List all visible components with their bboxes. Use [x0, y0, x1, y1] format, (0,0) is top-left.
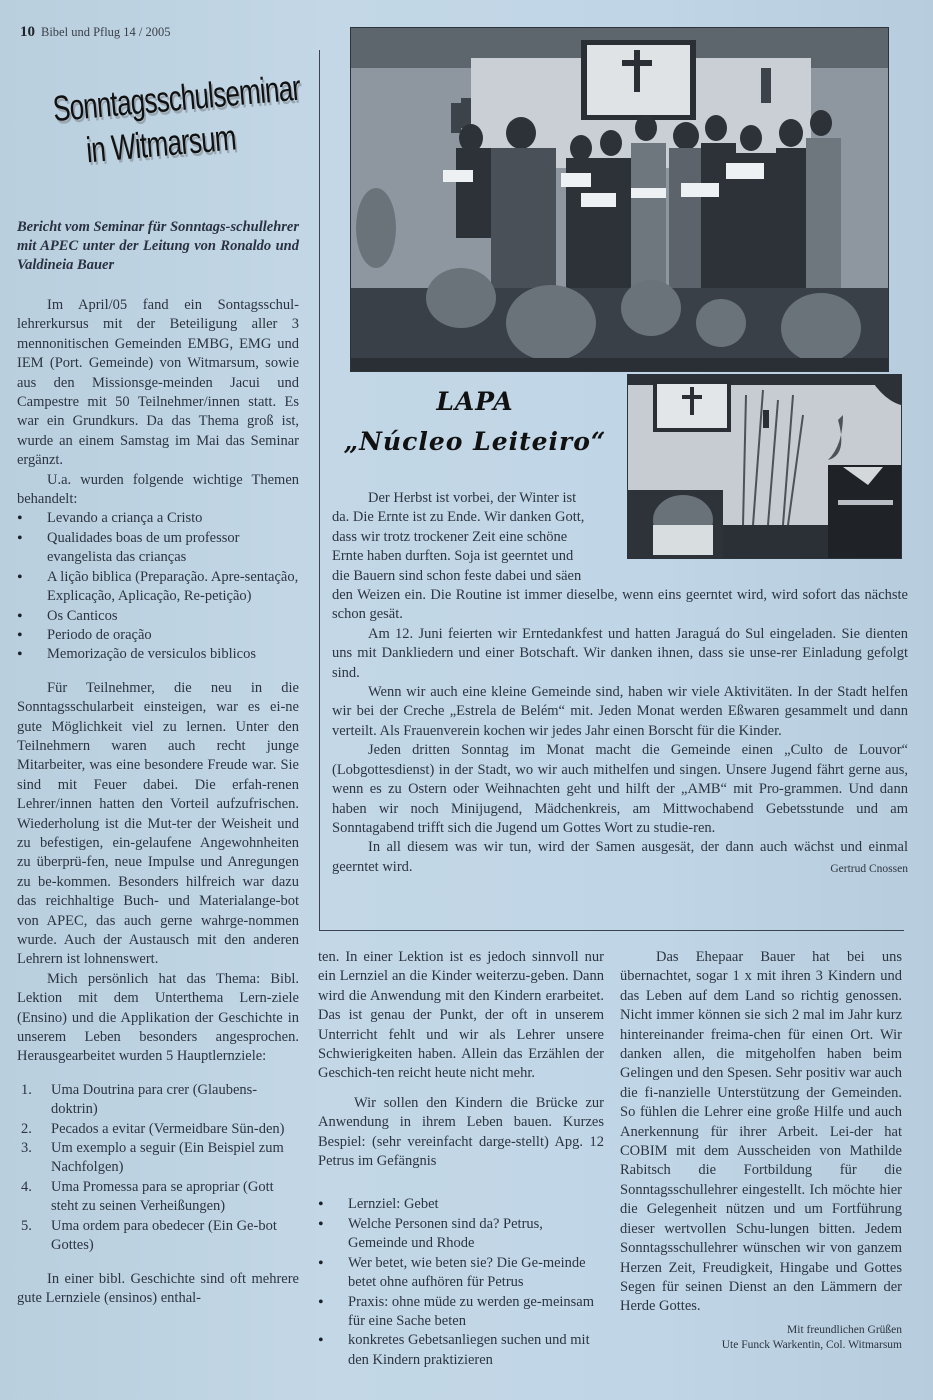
publication-info: Bibel und Pflug 14 / 2005 [41, 25, 171, 39]
paragraph: In all diesem was wir tun, wird der Samen ausgesät, der dann auch wächst und einmal geerntet wird. Gertrud Cnossen [332, 838, 908, 877]
lapa-author: Gertrud Cnossen [830, 862, 908, 875]
lapa-body [332, 489, 908, 879]
list-item: • Periodo de oração [17, 626, 299, 645]
choir-photo [350, 27, 889, 372]
list-item: • konkretes Gebetsanliegen suchen und mit den Kindern praktizieren [318, 1331, 604, 1370]
paragraph: Wir sollen den Kindern die Brücke zur Anwendung in ihrem Leben bauen. Kurzes Bespiel: (sehr vereinfacht darge-stellt) Apg. 12 Petrus im Gefängnis [318, 1094, 604, 1170]
right-column [620, 948, 902, 1353]
text-line: da. Die Ernte ist zu Ende. Wir danken Gott, [332, 509, 585, 526]
paragraph: Jeden dritten Sonntag im Monat macht die Gemeinde einen „Culto de Louvor“ (Lobgottesdienst) in der Stadt, wo wir auch mithelfen und singen. Unsere Jugend fährt gerne aus, wenn es zu Ostern oder Weihnachten geht und hilft der „AMB“ mit Pro-grammen. Und dann haben wir noch Minijugend, Mädchenkreis, am Mittwochabend Gebetsstunde und am Sonntagabend trifft sich die Jugend um Gottes Wort zu studie-ren. [332, 742, 908, 836]
list-item: 5. Uma ordem para obedecer (Ein Ge-bot Gottes) [21, 1217, 277, 1254]
list-item: • Os Canticos [17, 607, 299, 626]
paragraph: Im April/05 fand ein Sontagsschul-lehrerkursus mit der Beteiligung aller 3 mennonitischen Gemeinden EMBG, EMG und IEM (Port. Gemeinde) von Witmarsum, sowie aus den Missionsge-meinden Jacui und Campestre mit 50 Teilnehmer/innen statt. Es war ein Grundkurs. Da das Thema groß ist, wurde an einem Samstag im Mai das Seminar ergänzt. [17, 297, 299, 469]
paragraph: Das Ehepaar Bauer hat bei uns übernachtet, sogar 1 x mit ihren 3 Kindern und das Leben auf dem Land so richtig genossen. Nicht immer können sie sich 2 mal im Jahr kurz hintereinander freima-chen für einen Ort. Wir danken allen, die mitgeholfen haben beim Gelingen und den Spesen. Sehr positiv war auch die fi-nanzielle Unterstützung der Gemeinden. So fühlen die Lehrer eine große Hilfe und auch Anerkennung für ihrer Arbeit. Lei-der hat COBIM mit dem Ausscheiden von Mathilde Rabitsch die Fortbildung für die Sonntagsschullehrer eingestellt. Ich möchte hier die Gelegenheit nützen und um Fortführung dieser wertvollen Schu-lungen bitten. Jedem Sonntagsschullehrer wünschen wir von ganzem Herzen Zeit, Freudigkeit, Hingabe und Gottes Segen für seinen Dienst an den Lämmern der Herde Gottes. [620, 949, 902, 1315]
paragraph: Wenn wir auch eine kleine Gemeinde sind, haben wir viele Aktivitäten. In der Stadt helfen wir bei der Creche „Estrela de Belém“ mit. Jeden Monat werden Eßwaren gesammelt und dann verteilt. Als Frauenverein kochen wir jedes Jahr einen Borscht für die Kinder. [332, 684, 908, 739]
lapa-title-line2: „Núcleo Leiteiro“ [343, 427, 607, 456]
paragraph: Mich persönlich hat das Thema: Bibl. Lektion mit dem Unterthema Lern-ziele (Ensino) und die Applikation der Geschichte in unserem Leben besonders angesprochen. Herausgearbeitet wurden 5 Hauptlernziele: [17, 970, 299, 1065]
page-header [20, 24, 171, 41]
paragraph: In einer bibl. Geschichte sind oft mehrere gute Lernziele (ensinos) enthal- [17, 1270, 299, 1306]
list-item: 4. Uma Promessa para se apropriar (Gott steht zu seinen Verheißungen) [21, 1178, 274, 1215]
list-item: 1. Uma Doutrina para crer (Glaubens-doktrin) [21, 1081, 258, 1118]
article-subtitle: Bericht vom Seminar für Sonntags-schullehrer mit APEC unter der Leitung von Ronaldo und Valdineia Bauer [17, 219, 299, 273]
article-author: Ute Funck Warkentin, Col. Witmarsum [721, 1338, 902, 1351]
list-item: 2. Pecados a evitar (Vermeidbare Sün-den) [21, 1120, 285, 1137]
middle-column [318, 948, 604, 1370]
column-divider [319, 50, 320, 930]
lapa-title [330, 382, 620, 462]
list-item: • A lição biblica (Preparação. Apre-sentação, Explicação, Aplicação, Re-petição) [17, 568, 299, 607]
paragraph: Am 12. Juni feierten wir Erntedankfest und hatten Jaraguá do Sul eingeladen. Sie dienten uns mit Dankliedern und einer Botschaft. Wir danken ihnen, dass sie unse-rer Einladung gefolgt sind. [332, 625, 908, 681]
page-number: 10 [20, 24, 35, 40]
text-line: die Bauern sind schon feste dabei und säen [332, 567, 582, 584]
list-item: • Qualidades boas de um professor evangelista das crianças [17, 529, 299, 568]
paragraph: ten. In einer Lektion ist es jedoch sinnvoll nur ein Lernziel an die Kinder weiterzu-geben. Dann wird die Anwendung mit den Kindern erarbeitet. Das ist genau der Punkt, der oft in unserem Unterricht fehlt und wir als Lehrer unsere Schwierigkeiten haben. Allein das Erzählen der Geschich-ten reicht heute nicht mehr. [318, 949, 604, 1082]
list-item: 3. Um exemplo a seguir (Ein Beispiel zum Nachfolgen) [21, 1140, 284, 1176]
paragraph: den Weizen ein. Die Routine ist immer dieselbe, wenn eins geerntet wird, wird sofort das nächste schon gesät. [332, 587, 908, 623]
example-list [318, 1195, 604, 1370]
list-item: • Lernziel: Gebet [318, 1195, 604, 1214]
choir-photo-image [351, 28, 888, 371]
text-line: Der Herbst ist vorbei, der Winter ist [368, 490, 577, 506]
article-title-line1: Sonntagsschulseminar [51, 66, 302, 130]
list-item: • Levando a criança a Cristo [17, 509, 299, 528]
topics-list [17, 509, 299, 664]
paragraph: Für Teilnehmer, die neu in die Sonntagsschularbeit einsteigen, war es ei-ne gute Möglichkeit viel zu lernen. Unter den Teilnehmern waren auch recht junge Mitarbeiter, was eine besondere Freude war. Sie sind mit Feuer dabei. Die erfah-renen Lehrer/innen hatten den Vorteil aufzufrischen. Wiederholung ist die Mut-ter der Weisheit und zu befestigen, ein-gelaufene Angewohnheiten zu überprü-fen, neue Impulse und Anregungen zu be-kommen. Besonders hilfreich war dazu das reichhaltige Buch- und Materialange-bot von APEC, das auch gerne wahrge-nommen wurde. Auch der Austausch mit den anderen Lehrern ist lohnenswert. [17, 679, 299, 968]
goals-list [17, 1081, 299, 1256]
list-item: • Welche Personen sind da? Petrus, Gemeinde und Rhode [318, 1215, 604, 1254]
greeting: Mit freundlichen Grüßen [787, 1323, 902, 1336]
article-title-line2: in Witmarsum [84, 116, 238, 171]
list-item: • Wer betet, wie beten sie? Die Ge-meinde betet ohne aufhören für Petrus [318, 1254, 604, 1293]
text-line: Ernte haben durften. Soja ist geerntet und [332, 548, 574, 565]
article-title [51, 66, 302, 175]
box-bottom-divider [319, 930, 904, 931]
left-column [17, 296, 299, 1308]
text-line: dass wir trotz trockener Zeit eine schöne [332, 528, 568, 545]
lapa-title-line1: LAPA [436, 387, 514, 416]
list-item: • Praxis: ohne müde zu werden ge-meinsam für eine Sache beten [318, 1293, 604, 1332]
paragraph: U.a. wurden folgende wichtige Themen behandelt: [17, 471, 299, 508]
list-item: • Memorização de versiculos biblicos [17, 645, 299, 664]
lapa-narrow-text [332, 489, 622, 586]
